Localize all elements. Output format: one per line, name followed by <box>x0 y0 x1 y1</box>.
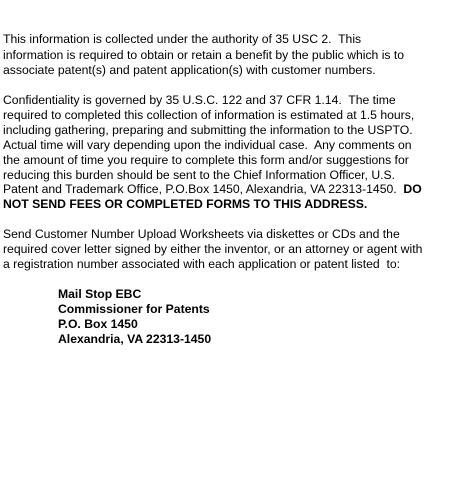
paragraph2-line <box>3 196 367 213</box>
paragraph2-line: reducing this burden should be sent to the Chief Information Officer, U.S. <box>3 168 396 182</box>
paragraph2-line: Actual time will vary depending upon the individual case. Any comments on <box>3 138 412 152</box>
paragraph1-line: associate patent(s) and patent application(s) with customer numbers. <box>3 63 376 77</box>
address-line: Mail Stop EBC <box>58 287 142 301</box>
paragraph3-line: a registration number associated with each application or patent listed to: <box>3 257 400 271</box>
address-line: Alexandria, VA 22313-1450 <box>58 332 212 346</box>
paragraph2-line: the amount of time you require to complete this form and/or suggestions for <box>3 153 409 167</box>
paragraph2-line: including gathering, preparing and submitting the information to the USPTO. <box>3 123 413 137</box>
paragraph3-line: required cover letter signed by either the inventor, or an attorney or agent with <box>3 242 423 256</box>
document-page <box>3 0 465 483</box>
paragraph2-tail-text: Patent and Trademark Office, P.O.Box 1450, Alexandria, VA 22313-1450. <box>3 182 404 196</box>
paragraph2-line: Confidentiality is governed by 35 U.S.C. 122 and 37 CFR 1.14. The time <box>3 93 396 107</box>
address-line: P.O. Box 1450 <box>58 317 138 331</box>
paragraph2-warning: NOT SEND FEES OR COMPLETED FORMS TO THIS ADDRESS. <box>3 197 368 211</box>
paragraph2-line: required to completed this collection of information is estimated at 1.5 hours, <box>3 108 415 122</box>
address-line: Commissioner for Patents <box>58 302 210 316</box>
paragraph1-line: This information is collected under the authority of 35 USC 2. This <box>3 32 362 46</box>
paragraph3-line: Send Customer Number Upload Worksheets via diskettes or CDs and the <box>3 227 400 241</box>
paragraph1-line: information is required to obtain or retain a benefit by the public which is to <box>3 48 405 62</box>
paragraph2-warning-start: DO <box>403 182 422 196</box>
